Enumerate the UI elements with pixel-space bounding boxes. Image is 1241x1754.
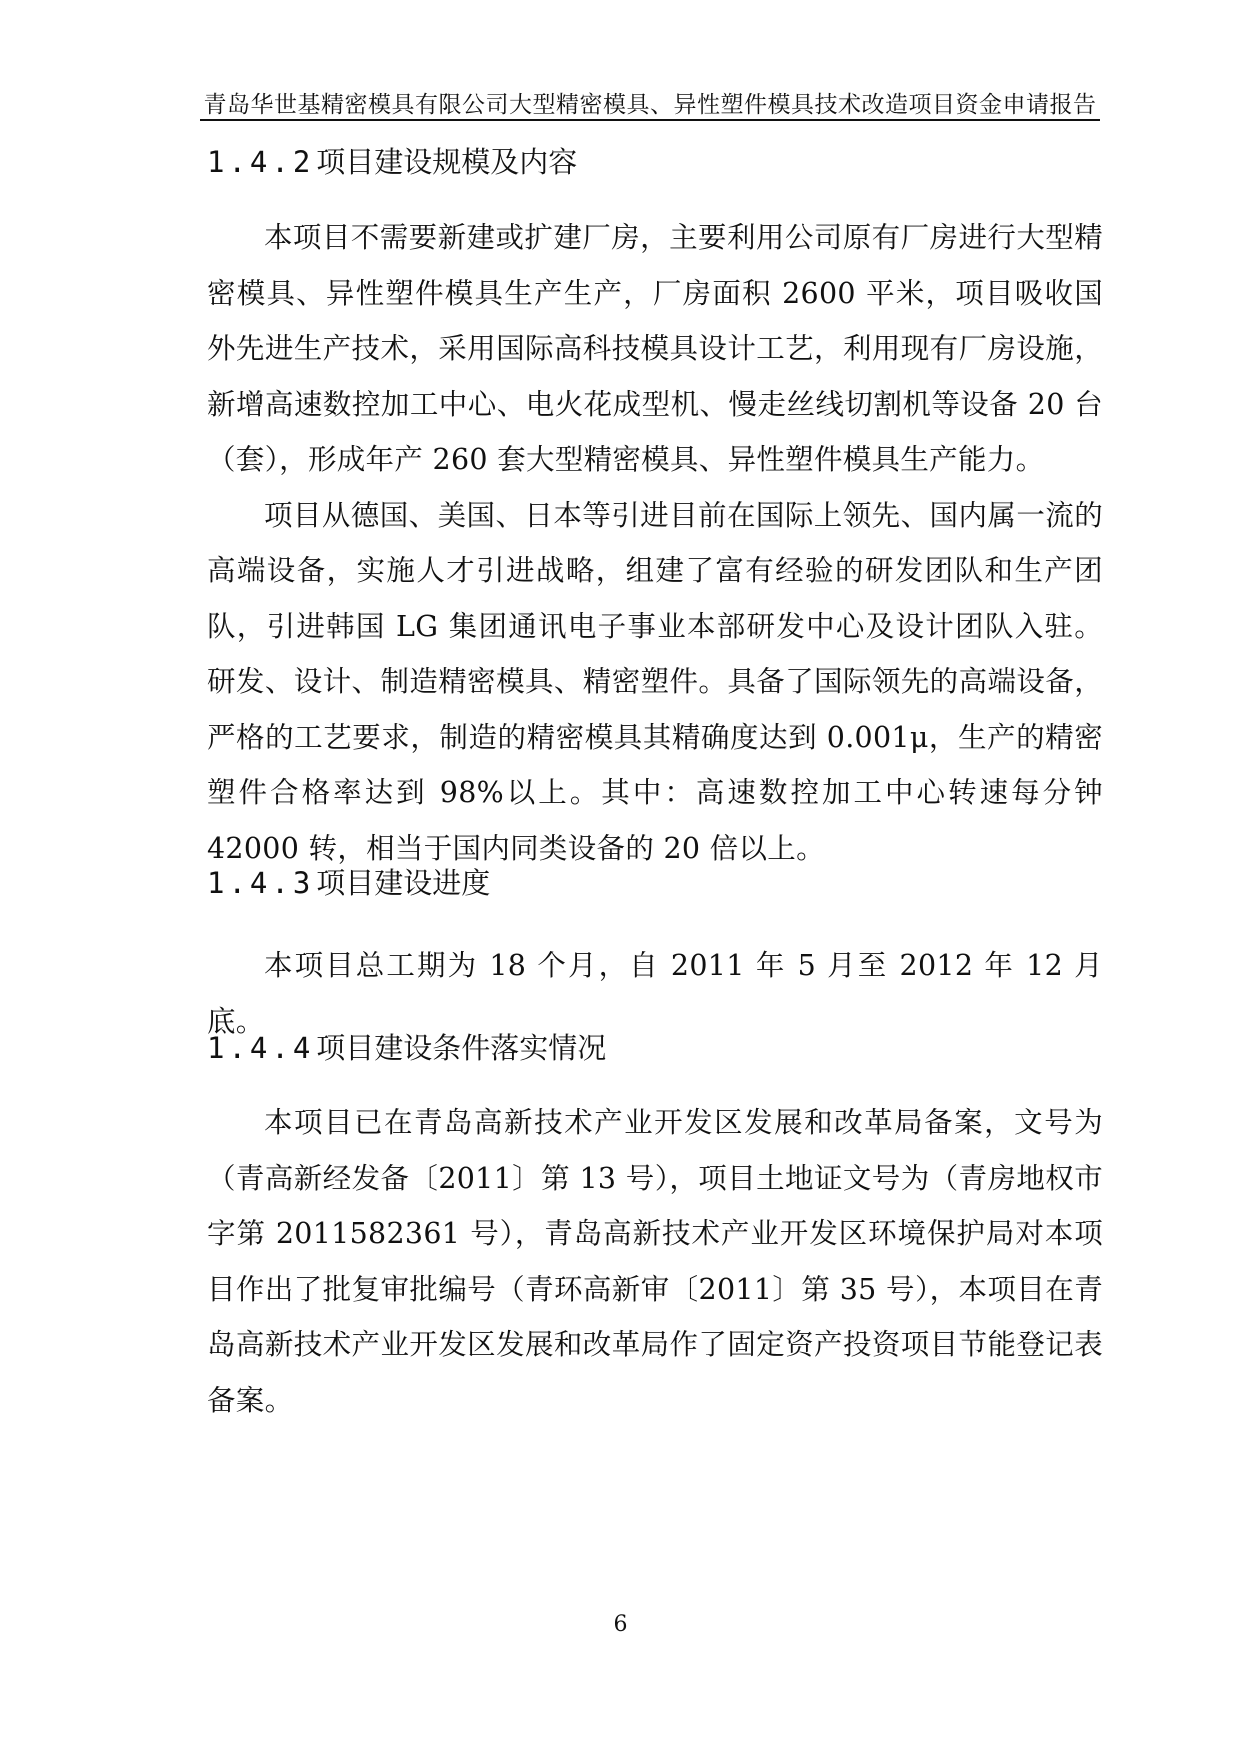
section-heading [207,1028,1103,1068]
paragraph: 本项目已在青岛高新技术产业开发区发展和改革局备案，文号为（青高新经发备〔2011〕第 13 号），项目土地证文号为（青房地权市字第 2011582361 号），青岛高新技术产业开发区环境保护局对本项目作出了批复审批编号（青环高新审〔2011〕第 35 号），本项目在青岛高新技术产业开发区发展和改革局作了固定资产投资项目节能登记表备案。 [207,1106,1103,1417]
section-heading [207,142,1103,182]
section-heading [207,863,1103,903]
section-1-4-3 [207,863,1103,903]
paragraph: 本项目总工期为 18 个月，自 2011 年 5 月至 2012 年 12 月底。 [207,949,1103,1038]
paragraph: 项目从德国、美国、日本等引进目前在国际上领先、国内属一流的高端设备，实施人才引进战略，组建了富有经验的研发团队和生产团队，引进韩国 LG 集团通讯电子事业本部研发中心及设计团队入驻。研发、设计、制造精密模具、精密塑件。具备了国际领先的高端设备，严格的工艺要求，制造的精密模具其精确度达到 0.001μ，生产的精密塑件合格率达到 98%以上。其中：高速数控加工中心转速每分钟 42000 转，相当于国内同类设备的 20 倍以上。 [207,498,1103,865]
section-1-4-4 [207,1028,1103,1068]
section-title: 项目建设规模及内容 [316,145,578,179]
section-1-4-2-body [207,210,1103,876]
running-header: 青岛华世基精密模具有限公司大型精密模具、异性塑件模具技术改造项目资金申请报告 [203,92,1097,118]
page-number: 6 [613,1612,628,1637]
section-1-4-2 [207,142,1103,182]
header-rule [200,119,1100,121]
section-number: 1.4.4 [207,1031,315,1065]
section-title: 项目建设进度 [316,866,491,900]
section-title: 项目建设条件落实情况 [316,1031,607,1065]
section-number: 1.4.3 [207,866,315,900]
section-1-4-4-body [207,1095,1103,1428]
section-number: 1.4.2 [207,145,315,179]
paragraph: 本项目不需要新建或扩建厂房，主要利用公司原有厂房进行大型精密模具、异性塑件模具生产生产，厂房面积 2600 平米，项目吸收国外先进生产技术，采用国际高科技模具设计工艺，利用现有厂房设施，新增高速数控加工中心、电火花成型机、慢走丝线切割机等设备 20 台（套），形成年产 260 套大型精密模具、异性塑件模具生产能力。 [207,221,1103,476]
